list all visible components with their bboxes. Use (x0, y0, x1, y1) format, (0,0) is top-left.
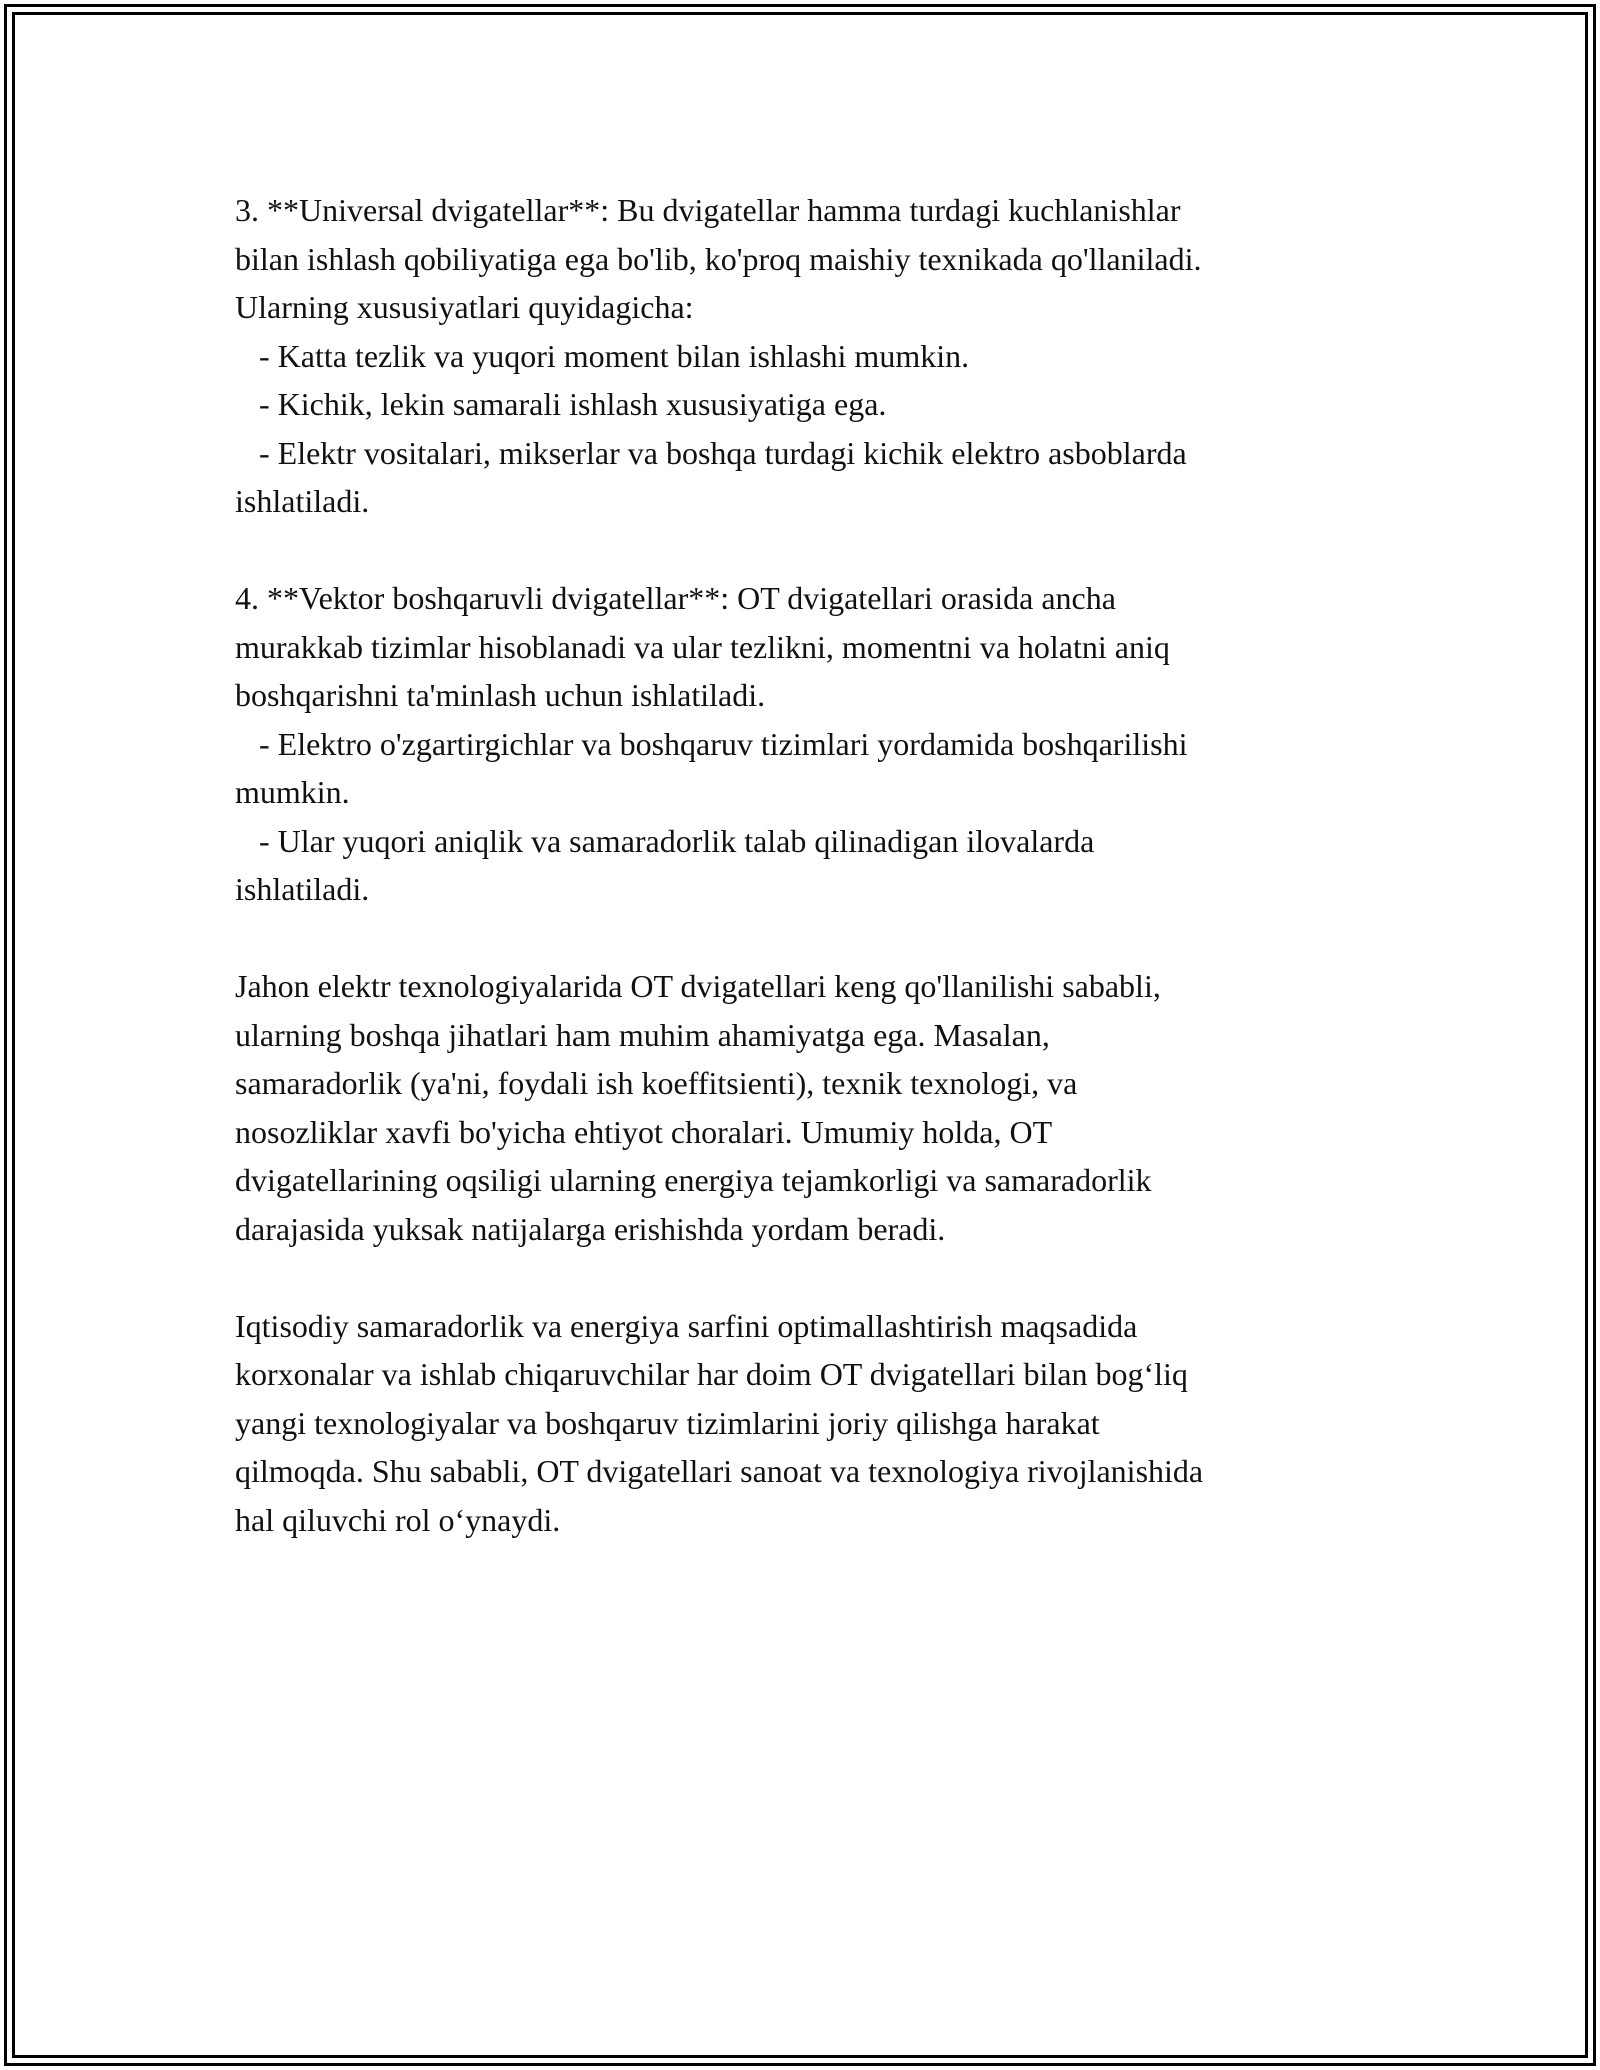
section-vector-control-motors (235, 574, 1365, 914)
list-item: - Kichik, lekin samarali ishlash xususiyatiga ega. (235, 386, 887, 422)
text-line: ishlatiladi. (235, 483, 370, 519)
text-line: nosozliklar xavfi bo'yicha ehtiyot choralari. Umumiy holda, OT (235, 1113, 1053, 1150)
text-line: korxonalar va ishlab chiqaruvchilar har doim OT dvigatellari bilan bog‘liq (235, 1356, 1188, 1392)
text-line: Jahon elektr texnologiyalarida OT dvigatellari keng qo'llanilishi sababli, (235, 968, 1161, 1004)
list-item: - Ular yuqori aniqlik va samaradorlik talab qilinadigan ilovalarda (235, 822, 1095, 859)
list-item: - Elektr vositalari, mikserlar va boshqa turdagi kichik elektro asboblarda (235, 434, 1187, 471)
text-line: qilmoqda. Shu sababli, OT dvigatellari sanoat va texnologiya rivojlanishida (235, 1453, 1204, 1489)
text-line: bilan ishlash qobiliyatiga ega bo'lib, ko'proq maishiy texnikada qo'llaniladi. (235, 240, 1202, 277)
text-line: boshqarishni ta'minlash uchun ishlatiladi. (235, 677, 766, 713)
paragraph-global-technologies (235, 962, 1365, 1253)
text-line: hal qiluvchi rol o‘ynaydi. (235, 1501, 561, 1538)
section-universal-motors (235, 186, 1365, 526)
text-line: samaradorlik (ya'ni, foydali ish koeffitsienti), texnik texnologi, va (235, 1065, 1078, 1101)
text-line: 4. **Vektor boshqaruvli dvigatellar**: OT dvigatellari orasida ancha (235, 580, 1116, 616)
text-line: Ularning xususiyatlari quyidagicha: (235, 289, 694, 325)
text-line: dvigatellarining oqsiligi ularning energiya tejamkorligi va samaradorlik (235, 1162, 1152, 1198)
text-line: mumkin. (235, 774, 350, 810)
list-item: - Katta tezlik va yuqori moment bilan ishlashi mumkin. (235, 337, 970, 374)
text-line: 3. **Universal dvigatellar**: Bu dvigatellar hamma turdagi kuchlanishlar (235, 192, 1181, 228)
paragraph-economic-efficiency (235, 1302, 1365, 1545)
text-line: ularning boshqa jihatlari ham muhim ahamiyatga ega. Masalan, (235, 1016, 1050, 1053)
text-line: murakkab tizimlar hisoblanadi va ular tezlikni, momentni va holatni aniq (235, 628, 1170, 665)
text-line: ishlatiladi. (235, 871, 370, 907)
text-line: yangi texnologiyalar va boshqaruv tizimlarini joriy qilishga harakat (235, 1404, 1100, 1441)
document-body (235, 186, 1365, 1593)
text-line: darajasida yuksak natijalarga erishishda yordam beradi. (235, 1210, 946, 1247)
list-item: - Elektro o'zgartirgichlar va boshqaruv tizimlari yordamida boshqarilishi (235, 725, 1188, 762)
text-line: Iqtisodiy samaradorlik va energiya sarfini optimallashtirish maqsadida (235, 1307, 1138, 1344)
